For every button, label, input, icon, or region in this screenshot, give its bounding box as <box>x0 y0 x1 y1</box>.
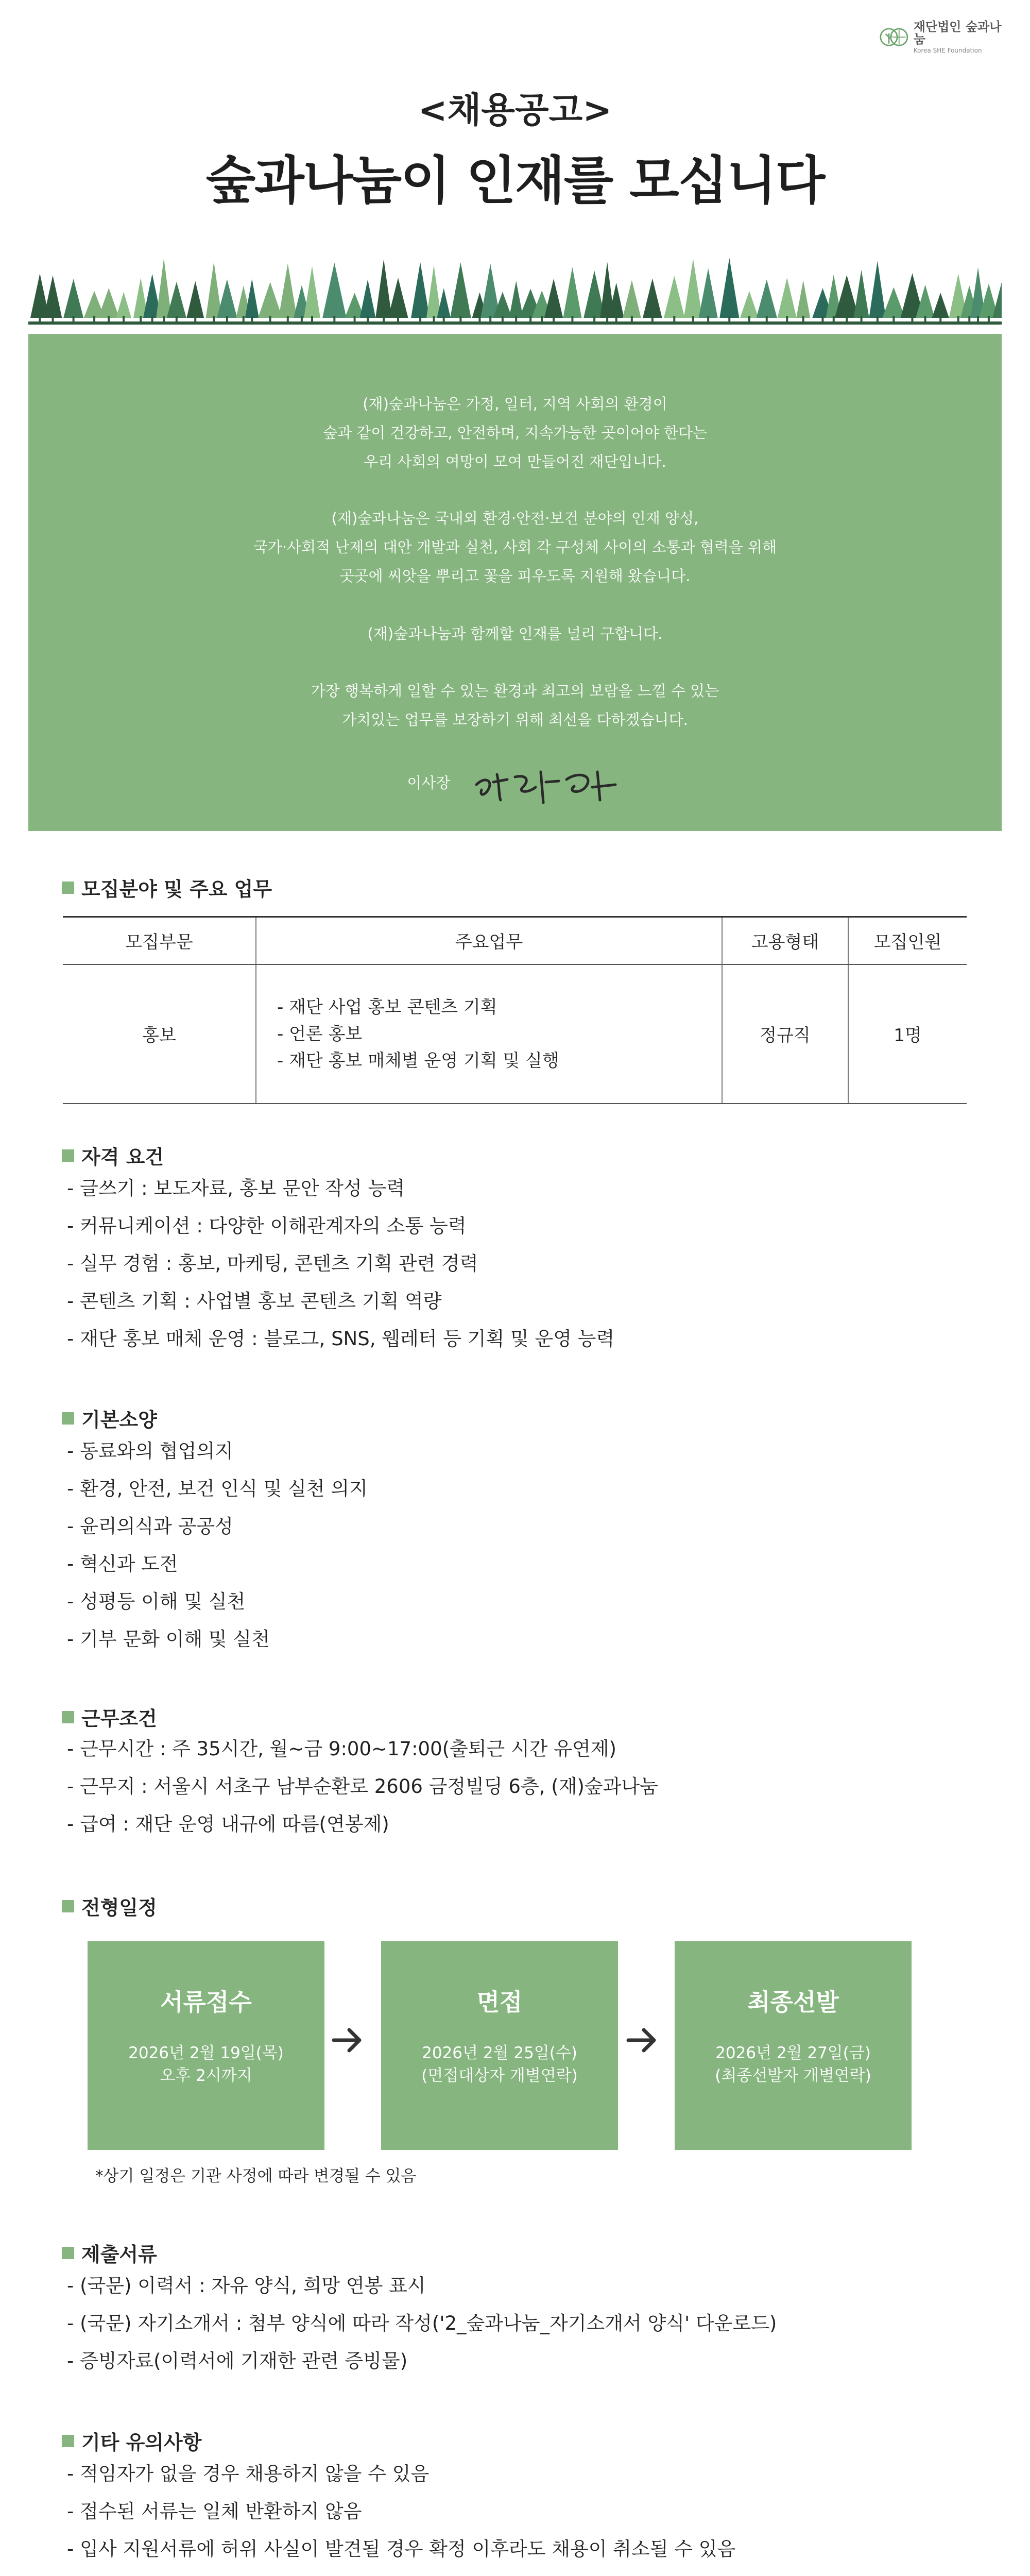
foundation-logo-top <box>880 22 1003 53</box>
intro-paragraph-4: 가장 행복하게 일할 수 있는 환경과 최고의 보람을 느낄 수 있는 가치있는 업무를 보장하기 위해 최선을 다하겠습니다. <box>311 682 719 728</box>
table-header-cell: 모집인원 <box>848 917 967 964</box>
tree-shape <box>279 263 297 318</box>
tree-shape <box>44 276 62 318</box>
intro-paragraph-1: (재)숲과나눔은 가정, 일터, 지역 사회의 환경이 숲과 같이 건강하고, 안전하며, 지속가능한 곳이어야 한다는 우리 사회의 여망이 모여 만들어진 재단입니다. <box>322 395 708 470</box>
schedule-step-application <box>88 1941 324 2150</box>
conditions-list <box>67 1730 658 1843</box>
list-item: - 성평등 이해 및 실천 <box>67 1590 246 1613</box>
section-title-basics: 기본소양 <box>62 1404 157 1432</box>
section-title-notes: 기타 유의사항 <box>62 2427 201 2455</box>
page-title: 숲과나눔이 인재를 모십니다 <box>205 150 825 211</box>
tree-shape <box>411 262 430 318</box>
list-item: - 증빙자료(이력서에 기재한 관련 증빙물) <box>67 2350 408 2372</box>
list-item: - 근무시간 : 주 35시간, 월~금 9:00~17:00(출퇴근 시간 유연제) <box>67 1738 616 1760</box>
tree-shape <box>375 259 392 318</box>
duties-cell: - 재단 사업 홍보 콘텐츠 기획 - 언론 홍보 - 재단 홍보 매체별 운영 기획 및 실행 <box>256 964 722 1104</box>
tree-shape <box>245 279 259 318</box>
job-table <box>63 916 967 1104</box>
tree-shape <box>63 279 83 318</box>
table-header-row <box>63 917 967 964</box>
intro-panel <box>28 334 1002 831</box>
tree-shape <box>664 276 685 318</box>
tree-shape <box>544 279 563 318</box>
table-row <box>63 964 967 1104</box>
foundation-leaf-globe-icon <box>880 25 908 49</box>
intro-paragraph-3: (재)숲과나눔과 함께할 인재를 널리 구합니다. <box>367 625 663 642</box>
step-detail: 2026년 2월 19일(목) 오후 2시까지 <box>128 2044 284 2085</box>
list-item <box>67 2568 735 2576</box>
tree-shape <box>643 278 662 318</box>
basics-list <box>67 1432 368 1658</box>
schedule-step-final <box>675 1941 912 2150</box>
list-item: - (국문) 이력서 : 자유 양식, 희망 연봉 표시 <box>67 2275 426 2297</box>
bullet-square-icon <box>62 1711 74 1723</box>
forest-ground-line <box>28 321 1002 325</box>
tree-shape <box>116 292 131 318</box>
step-title: 서류접수 <box>160 1988 252 2016</box>
arrow-right-icon <box>624 2022 660 2058</box>
tree-shape <box>854 270 869 318</box>
step-title: 면접 <box>476 1988 523 2016</box>
list-item: - 급여 : 재단 운영 내규에 따름(연봉제) <box>67 1813 389 1835</box>
schedule-step-interview <box>381 1941 618 2150</box>
logo-name-ko: 재단법인 숲과나눔 <box>913 20 1002 46</box>
bullet-square-icon <box>62 1149 74 1162</box>
list-item: - 실무 경험 : 홍보, 마케팅, 콘텐츠 기획 관련 경력 <box>67 1252 478 1275</box>
list-item: - 콘텐츠 기획 : 사업별 홍보 콘텐츠 기획 역량 <box>67 1290 442 1312</box>
step-detail: 2026년 2월 27일(금) (최종선발자 개별연락) <box>715 2044 871 2085</box>
list-item: - 동료와의 협업의지 <box>67 1440 233 1462</box>
section-title-jobs: 모집분야 및 주요 업무 <box>62 873 272 902</box>
tree-shape <box>217 279 237 318</box>
tree-shape <box>388 278 408 318</box>
tree-shape <box>167 282 186 318</box>
intro-paragraph-2: (재)숲과나눔은 국내외 환경·안전·보건 분야의 인재 양성, 국가·사회적 난제의 대안 개발과 실천, 사회 각 구성체 사이의 소통과 협력을 위해 곳곳에 씨앗을 뿌리고 꽃을 피우도록 지원해 왔습니다. <box>253 510 777 585</box>
department-cell: 홍보 <box>63 964 256 1104</box>
handwritten-signature <box>469 756 623 808</box>
tree-shape <box>563 267 581 318</box>
list-item: - 기부 문화 이해 및 실천 <box>67 1628 270 1650</box>
list-item: - 글쓰기 : 보도자료, 홍보 문안 작성 능력 <box>67 1177 405 1199</box>
qualifications-list <box>67 1170 614 1358</box>
list-item: - 커뮤니케이션 : 다양한 이해관계자의 소통 능력 <box>67 1215 467 1237</box>
step-detail: 2026년 2월 25일(수) (면접대상자 개별연락) <box>421 2044 578 2085</box>
tree-shape <box>360 279 376 318</box>
bullet-square-icon <box>62 882 74 894</box>
tree-shape <box>699 268 718 318</box>
tree-shape <box>932 293 949 318</box>
list-item: - 혁신과 도전 <box>67 1553 178 1575</box>
list-item: - (국문) 자기소개서 : 첨부 양식에 따라 작성('2_숲과나눔_자기소개서 양식' 다운로드) <box>67 2312 777 2334</box>
list-item: - 환경, 안전, 보건 인식 및 실천 의지 <box>67 1478 368 1500</box>
tree-shape <box>304 266 320 318</box>
schedule-note: *상기 일정은 기관 사정에 따라 변경될 수 있음 <box>95 2167 417 2185</box>
headcount-cell: 1명 <box>848 964 967 1104</box>
bullet-square-icon <box>62 2247 74 2259</box>
signature-row <box>28 756 1002 808</box>
table-header-cell: 주요업무 <box>256 917 722 964</box>
list-item: - 입사 지원서류에 허위 사실이 발견될 경우 확정 이후라도 채용이 취소될 수 있음 <box>67 2538 736 2560</box>
arrow-right-icon <box>330 2022 366 2058</box>
notes-list <box>67 2455 735 2576</box>
tree-shape <box>186 281 204 318</box>
tree-shape <box>757 280 777 318</box>
list-item: - 윤리의식과 공공성 <box>67 1515 233 1537</box>
documents-list <box>67 2267 777 2380</box>
list-item: - 근무지 : 서울시 서초구 남부순환로 2606 금정빌딩 6층, (재)숲과나눔 <box>67 1775 658 1798</box>
step-title: 최종선발 <box>747 1988 839 2016</box>
tree-shape <box>796 280 810 318</box>
section-title-schedule: 전형일정 <box>62 1892 157 1920</box>
list-item: - 적임자가 없을 경우 채용하지 않을 수 있음 <box>67 2463 430 2485</box>
section-title-documents: 제출서류 <box>62 2239 157 2267</box>
tree-shape <box>869 261 886 318</box>
table-header-cell: 모집부문 <box>63 917 256 964</box>
tree-shape <box>98 288 119 318</box>
notice-subtitle: <채용공고> <box>418 90 612 131</box>
tree-shape <box>882 287 905 318</box>
tree-shape <box>623 280 641 318</box>
employment-type-cell: 정규직 <box>722 964 848 1104</box>
bullet-square-icon <box>62 1900 74 1912</box>
bullet-square-icon <box>62 2435 74 2447</box>
tree-shape <box>778 278 797 318</box>
tree-shape <box>258 282 282 318</box>
tree-shape <box>740 291 759 318</box>
tree-shape <box>450 262 471 318</box>
list-item: - 재단 홍보 매체 운영 : 블로그, SNS, 웹레터 등 기획 및 운영 능력 <box>67 1328 615 1350</box>
section-title-qualifications: 자격 요건 <box>62 1141 164 1170</box>
forest-illustration <box>28 255 1002 322</box>
signer-title: 이사장 <box>407 774 451 792</box>
table-header-cell: 고용형태 <box>722 917 848 964</box>
list-item: - 접수된 서류는 일체 반환하지 않음 <box>67 2500 362 2522</box>
section-title-conditions: 근무조건 <box>62 1703 157 1731</box>
bullet-square-icon <box>62 1412 74 1425</box>
tree-shape <box>322 263 346 318</box>
tree-shape <box>684 259 702 318</box>
tree-shape <box>509 281 523 318</box>
tree-shape <box>719 258 739 318</box>
logo-name-en: Korea SHE Foundation <box>913 47 982 54</box>
